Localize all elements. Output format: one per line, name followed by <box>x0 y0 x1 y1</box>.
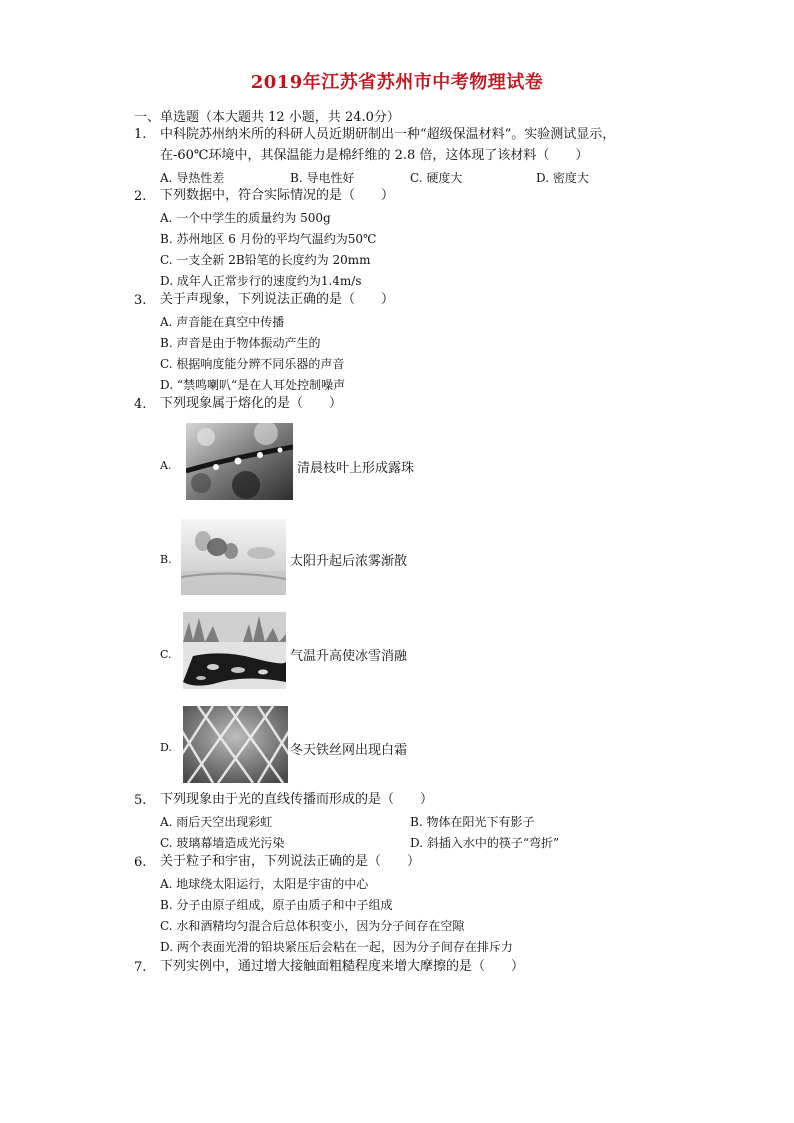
question-1-option-a: A. 导热性差 <box>160 171 225 185</box>
question-1-option-b: B. 导电性好 <box>290 171 355 185</box>
question-5-stem: 下列现象由于光的直线传播而形成的是（ ） <box>160 792 434 807</box>
question-5-option-c: C. 玻璃幕墙造成光污染 <box>160 836 285 850</box>
question-4-option-c-letter: C. <box>160 648 172 661</box>
question-4-option-b-letter: B. <box>160 553 172 566</box>
question-2-option-b: B. 苏州地区 6 月份的平均气温约为50℃ <box>160 232 377 246</box>
question-3-option-c: C. 根据响度能分辨不同乐器的声音 <box>160 357 345 371</box>
question-4-option-d-letter: D. <box>160 741 172 754</box>
question-1-number: 1. <box>134 127 147 142</box>
question-1-option-d: D. 密度大 <box>536 171 589 185</box>
question-1-stem-line1: 中科院苏州纳米所的科研人员近期研制出一种“超级保温材料”。实验测试显示， <box>160 127 616 142</box>
question-7-stem: 下列实例中，通过增大接触面粗糙程度来增大摩擦的是（ ） <box>160 959 525 974</box>
page-title: 2019年江苏省苏州市中考物理试卷 <box>250 72 544 93</box>
question-6-option-c: C. 水和酒精均匀混合后总体积变小，因为分子间存在空隙 <box>160 919 465 933</box>
question-2-option-a: A. 一个中学生的质量约为 500g <box>160 211 331 225</box>
section-heading: 一、单选题（本大题共 12 小题，共 24.0分） <box>134 110 400 125</box>
question-4-number: 4. <box>134 397 147 412</box>
question-6-option-b: B. 分子由原子组成，原子由质子和中子组成 <box>160 898 393 912</box>
question-5-option-d: D. 斜插入水中的筷子“弯折” <box>410 836 560 850</box>
fog-over-trees-photo <box>181 519 286 595</box>
question-5-option-b: B. 物体在阳光下有影子 <box>410 815 535 829</box>
question-4-option-b-caption: 太阳升起后浓雾渐散 <box>290 554 408 569</box>
question-3-option-b: B. 声音是由于物体振动产生的 <box>160 336 321 350</box>
question-6-option-a: A. 地球绕太阳运行，太阳是宇宙的中心 <box>160 877 369 891</box>
question-2-stem: 下列数据中，符合实际情况的是（ ） <box>160 188 395 203</box>
question-1-option-c: C. 硬度大 <box>410 171 463 185</box>
question-4-option-d-caption: 冬天铁丝网出现白霜 <box>290 743 408 758</box>
question-3-stem: 关于声现象，下列说法正确的是（ ） <box>160 292 395 307</box>
melting-snow-photo <box>183 612 286 689</box>
frost-on-wire-fence-photo <box>183 706 288 783</box>
question-1-stem-line2: 在-60℃环境中，其保温能力是棉纤维的 2.8 倍，这体现了该材料（ ） <box>160 148 589 163</box>
question-7-number: 7. <box>134 960 147 975</box>
dew-on-branch-photo <box>186 423 293 500</box>
question-3-option-a: A. 声音能在真空中传播 <box>160 315 285 329</box>
question-3-number: 3. <box>134 293 147 308</box>
question-2-option-c: C. 一支全新 2B铅笔的长度约为 20mm <box>160 253 371 267</box>
question-6-stem: 关于粒子和宇宙，下列说法正确的是（ ） <box>160 854 421 869</box>
question-2-number: 2. <box>134 189 147 204</box>
question-3-option-d: D. “禁鸣喇叭“是在人耳处控制噪声 <box>160 378 346 392</box>
question-4-option-c-caption: 气温升高使冰雪消融 <box>290 649 408 664</box>
question-6-number: 6. <box>134 855 147 870</box>
question-4-option-a-caption: 清晨枝叶上形成露珠 <box>297 461 415 476</box>
question-5-option-a: A. 雨后天空出现彩虹 <box>160 815 273 829</box>
question-4-option-a-letter: A. <box>160 459 172 472</box>
question-5-number: 5. <box>134 793 147 808</box>
question-2-option-d: D. 成年人正常步行的速度约为1.4m/s <box>160 274 362 288</box>
question-4-stem: 下列现象属于熔化的是（ ） <box>160 396 343 411</box>
question-6-option-d: D. 两个表面光滑的铅块紧压后会粘在一起，因为分子间存在排斥力 <box>160 940 513 954</box>
